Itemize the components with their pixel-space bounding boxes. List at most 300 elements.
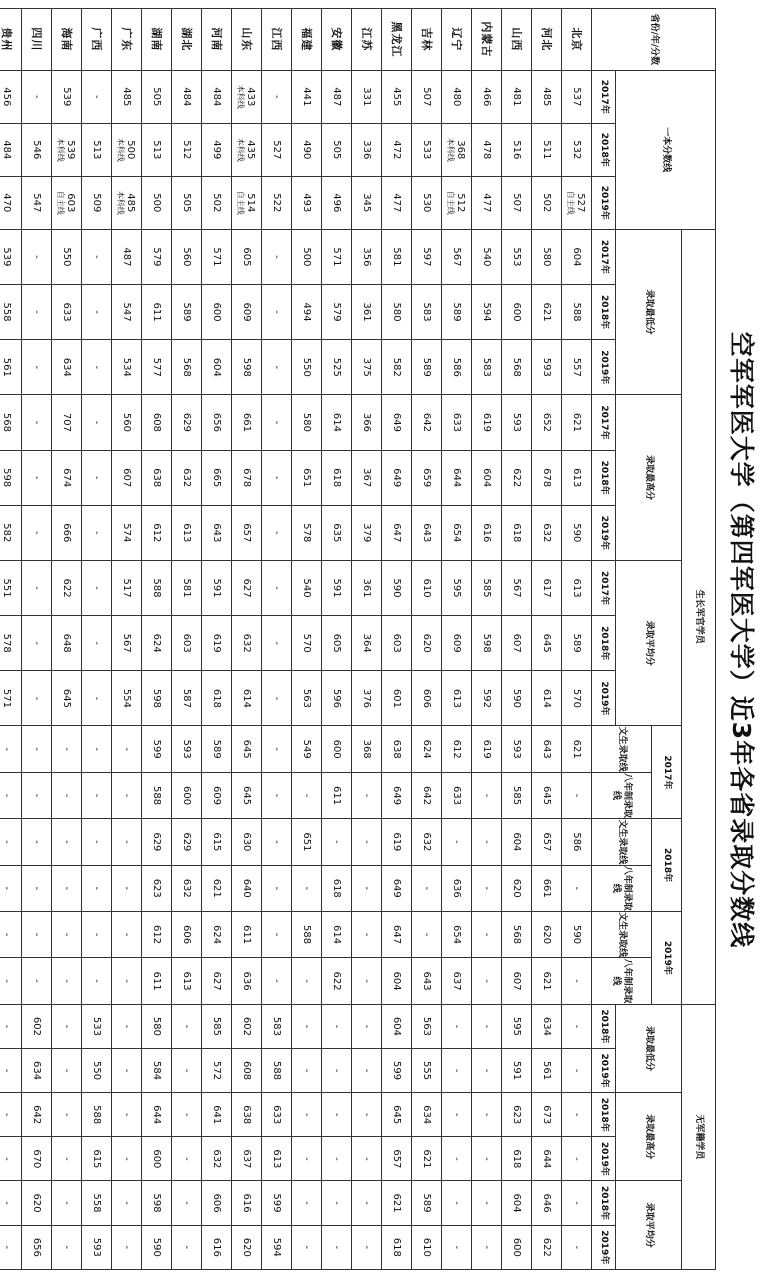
score-cell: - xyxy=(262,958,292,1005)
score-cell: 598 xyxy=(0,450,22,505)
score-cell: - xyxy=(82,560,112,615)
score-cell: 644 xyxy=(142,1093,172,1137)
score-cell: - xyxy=(292,958,322,1005)
province-name: 河南 xyxy=(202,9,232,71)
province-name: 江苏 xyxy=(352,9,382,71)
zuigao-header: 录取最高分 xyxy=(616,395,682,561)
score-cell: 550 xyxy=(292,340,322,395)
score-cell: - xyxy=(22,560,52,615)
score-cell: 539 xyxy=(52,70,82,123)
score-cell: - xyxy=(262,395,292,450)
score-cell: - xyxy=(0,1093,22,1137)
table-row xyxy=(502,9,532,1270)
score-cell: - xyxy=(262,70,292,123)
score-cell: - xyxy=(52,911,82,957)
score-cell: 617 xyxy=(532,560,562,615)
score-cell: 513 xyxy=(82,123,112,176)
score-cell: 490 xyxy=(292,123,322,176)
score-cell: - xyxy=(82,229,112,284)
score-cell: 620 xyxy=(532,911,562,957)
score-cell: 376 xyxy=(352,671,382,726)
score-cell: 470 xyxy=(0,176,22,229)
score-cell: 643 xyxy=(202,505,232,560)
score-cell: 589 xyxy=(172,284,202,339)
score-cell: 593 xyxy=(172,726,202,772)
score-cell: 571 xyxy=(0,671,22,726)
score-note: 本科线 xyxy=(236,84,246,109)
score-cell: 537 xyxy=(562,70,592,123)
table-row xyxy=(382,9,412,1270)
score-cell: 455 xyxy=(382,70,412,123)
score-cell: 629 xyxy=(142,819,172,865)
score-cell: - xyxy=(82,616,112,671)
score-cell: - xyxy=(322,1225,352,1269)
score-cell: 618 xyxy=(202,671,232,726)
province-name: 山东 xyxy=(232,9,262,71)
score-cell: - xyxy=(22,616,52,671)
score-cell: 656 xyxy=(22,1225,52,1269)
score-cell: 345 xyxy=(352,176,382,229)
score-cell: - xyxy=(562,1048,592,1092)
score-cell: 643 xyxy=(412,505,442,560)
score-cell: - xyxy=(262,284,292,339)
score-cell: 620 xyxy=(502,865,532,911)
table-row xyxy=(172,9,202,1270)
score-cell: 590 xyxy=(382,560,412,615)
score-cell: 571 xyxy=(202,229,232,284)
score-cell: 481 xyxy=(502,70,532,123)
score-cell: 595 xyxy=(502,1004,532,1048)
wujun-zuidi-header: 录取最低分 xyxy=(616,1004,682,1092)
province-name: 吉林 xyxy=(412,9,442,71)
score-cell: 629 xyxy=(172,819,202,865)
score-cell: 670 xyxy=(22,1137,52,1181)
year-header: 2018年 xyxy=(592,616,616,671)
score-cell: 614 xyxy=(322,911,352,957)
score-cell: 583 xyxy=(262,1004,292,1048)
score-cell: 641 xyxy=(202,1093,232,1137)
score-cell: 657 xyxy=(532,819,562,865)
score-cell: 568 xyxy=(172,340,202,395)
pingjun-header: 录取平均分 xyxy=(616,560,682,726)
table-row xyxy=(472,9,502,1270)
score-cell: 555 xyxy=(412,1048,442,1092)
score-cell: - xyxy=(562,772,592,818)
score-cell: 534 xyxy=(112,340,142,395)
score-cell: - xyxy=(262,340,292,395)
score-cell: 642 xyxy=(22,1093,52,1137)
score-cell: 632 xyxy=(202,1137,232,1181)
year-header: 2019年 xyxy=(592,340,616,395)
score-cell: 589 xyxy=(562,616,592,671)
score-cell: 589 xyxy=(412,1181,442,1225)
score-cell: 666 xyxy=(52,505,82,560)
score-cell: 591 xyxy=(202,560,232,615)
score-cell: 642 xyxy=(412,772,442,818)
score-cell: 588 xyxy=(142,560,172,615)
score-cell: - xyxy=(262,865,292,911)
year-header: 2018年 xyxy=(592,123,616,176)
score-cell: 500 xyxy=(292,229,322,284)
score-cell: 707 xyxy=(52,395,82,450)
score-cell: 356 xyxy=(352,229,382,284)
header-row-4 xyxy=(592,9,616,1270)
score-cell: 621 xyxy=(532,958,562,1005)
score-cell: 511 xyxy=(532,123,562,176)
score-cell: 635 xyxy=(322,505,352,560)
score-cell: 619 xyxy=(472,726,502,772)
score-cell: - xyxy=(22,229,52,284)
score-cell: 375 xyxy=(352,340,382,395)
score-cell: 632 xyxy=(532,505,562,560)
score-cell: 649 xyxy=(382,865,412,911)
score-cell: 638 xyxy=(382,726,412,772)
year-header: 2017年 xyxy=(592,560,616,615)
table-row xyxy=(142,9,172,1270)
score-cell: - xyxy=(0,726,22,772)
score-cell: 611 xyxy=(142,284,172,339)
score-cell: - xyxy=(472,1048,502,1092)
score-cell: 485 本科线 xyxy=(112,176,142,229)
score-cell: 634 xyxy=(52,340,82,395)
score-cell: 590 xyxy=(502,671,532,726)
score-cell: 540 xyxy=(292,560,322,615)
score-cell: 582 xyxy=(382,340,412,395)
score-cell: 533 xyxy=(412,123,442,176)
score-cell: 456 xyxy=(0,70,22,123)
score-cell: 507 xyxy=(412,70,442,123)
year-header: 2019年 xyxy=(592,1048,616,1092)
score-cell: - xyxy=(52,1093,82,1137)
score-cell: 547 xyxy=(112,284,142,339)
score-cell: - xyxy=(352,1093,382,1137)
year-header: 2018年 xyxy=(592,1181,616,1225)
score-cell: 580 xyxy=(292,395,322,450)
score-cell: 611 xyxy=(322,772,352,818)
score-cell: 512 自主线 xyxy=(442,176,472,229)
score-cell: 654 xyxy=(442,505,472,560)
score-cell: 603 xyxy=(382,616,412,671)
score-cell: 512 xyxy=(172,123,202,176)
year-header: 2019年 xyxy=(592,1137,616,1181)
score-cell: - xyxy=(442,1004,472,1048)
score-cell: - xyxy=(262,726,292,772)
score-cell: 656 xyxy=(202,395,232,450)
score-cell: 607 xyxy=(112,450,142,505)
score-cell: 609 xyxy=(232,284,262,339)
score-cell: - xyxy=(82,772,112,818)
score-cell: 563 xyxy=(412,1004,442,1048)
score-cell: 368 本科线 xyxy=(442,123,472,176)
score-cell: 645 xyxy=(382,1093,412,1137)
score-cell: 500 xyxy=(142,176,172,229)
score-cell: 494 xyxy=(292,284,322,339)
score-cell: - xyxy=(22,726,52,772)
score-cell: 527 自主线 xyxy=(562,176,592,229)
score-cell: 578 xyxy=(292,505,322,560)
score-cell: 622 xyxy=(52,560,82,615)
wenli-2018-header: 文生录取线 xyxy=(592,819,652,865)
score-cell: - xyxy=(472,1181,502,1225)
score-cell: - xyxy=(22,911,52,957)
score-cell: 604 xyxy=(502,819,532,865)
score-cell: 589 xyxy=(412,340,442,395)
score-cell: 623 xyxy=(142,865,172,911)
score-cell: 640 xyxy=(232,865,262,911)
score-cell: - xyxy=(322,1181,352,1225)
score-cell: 540 xyxy=(472,229,502,284)
score-cell: - xyxy=(262,505,292,560)
score-cell: 583 xyxy=(472,340,502,395)
score-cell: 604 xyxy=(382,1004,412,1048)
table-row xyxy=(232,9,262,1270)
score-cell: - xyxy=(52,865,82,911)
score-cell: - xyxy=(22,958,52,1005)
score-cell: 632 xyxy=(172,865,202,911)
score-note: 本科线 xyxy=(116,190,126,215)
province-name: 湖南 xyxy=(142,9,172,71)
score-cell: - xyxy=(172,1093,202,1137)
score-cell: 614 xyxy=(532,671,562,726)
score-cell: 505 xyxy=(322,123,352,176)
banian-2017-header: 八年制录取线 xyxy=(592,772,652,818)
score-cell: 613 xyxy=(172,958,202,1005)
score-cell: 466 xyxy=(472,70,502,123)
score-cell: - xyxy=(352,958,382,1005)
score-cell: 624 xyxy=(142,616,172,671)
score-cell: 585 xyxy=(502,772,532,818)
score-cell: 657 xyxy=(382,1137,412,1181)
score-cell: 578 xyxy=(0,616,22,671)
score-cell: - xyxy=(112,865,142,911)
score-cell: - xyxy=(472,1137,502,1181)
score-cell: 547 xyxy=(22,176,52,229)
score-cell: 530 xyxy=(412,176,442,229)
score-cell: - xyxy=(472,1093,502,1137)
score-cell: 546 xyxy=(22,123,52,176)
score-cell: 331 xyxy=(352,70,382,123)
score-cell: 590 xyxy=(142,1225,172,1269)
province-name: 山西 xyxy=(502,9,532,71)
score-cell: 599 xyxy=(382,1048,412,1092)
score-cell: 632 xyxy=(172,450,202,505)
score-cell: 613 xyxy=(262,1137,292,1181)
score-cell: - xyxy=(0,1004,22,1048)
score-cell: 634 xyxy=(22,1048,52,1092)
score-cell: 568 xyxy=(502,340,532,395)
score-cell: - xyxy=(0,911,22,957)
header-row-1 xyxy=(682,9,716,1270)
province-name: 广西 xyxy=(82,9,112,71)
score-cell: 620 xyxy=(412,616,442,671)
score-cell: 651 xyxy=(292,819,322,865)
score-cell: - xyxy=(352,819,382,865)
score-cell: 609 xyxy=(202,772,232,818)
score-cell: 525 xyxy=(322,340,352,395)
score-cell: 600 xyxy=(202,284,232,339)
score-cell: 645 xyxy=(532,772,562,818)
table-row xyxy=(262,9,292,1270)
score-cell: - xyxy=(562,1093,592,1137)
score-cell: 539 本科线 xyxy=(52,123,82,176)
score-cell: 623 xyxy=(502,1093,532,1137)
score-cell: - xyxy=(262,616,292,671)
score-cell: - xyxy=(112,958,142,1005)
score-cell: 583 xyxy=(412,284,442,339)
year-header: 2019年 xyxy=(592,1225,616,1269)
score-cell: 633 xyxy=(442,772,472,818)
score-cell: - xyxy=(472,958,502,1005)
score-cell: - xyxy=(82,911,112,957)
score-cell: 604 xyxy=(562,229,592,284)
table-row xyxy=(442,9,472,1270)
score-cell: - xyxy=(262,229,292,284)
score-cell: 622 xyxy=(502,450,532,505)
score-cell: 433 本科线 xyxy=(232,70,262,123)
score-cell: 588 xyxy=(82,1093,112,1137)
score-cell: - xyxy=(82,671,112,726)
score-cell: - xyxy=(292,1137,322,1181)
score-cell: 594 xyxy=(262,1225,292,1269)
score-cell: 585 xyxy=(472,560,502,615)
score-cell: 577 xyxy=(142,340,172,395)
score-cell: 603 自主线 xyxy=(52,176,82,229)
score-cell: - xyxy=(52,819,82,865)
score-cell: - xyxy=(52,958,82,1005)
score-cell: 588 xyxy=(262,1048,292,1092)
score-cell: 502 xyxy=(202,176,232,229)
score-cell: - xyxy=(262,560,292,615)
province-name: 江西 xyxy=(262,9,292,71)
province-name: 黑龙江 xyxy=(382,9,412,71)
score-cell: - xyxy=(112,1093,142,1137)
score-cell: 361 xyxy=(352,284,382,339)
sub-2019-header: 2019年 xyxy=(652,911,682,1004)
score-cell: 598 xyxy=(142,1181,172,1225)
score-cell: 567 xyxy=(502,560,532,615)
year-header: 2018年 xyxy=(592,284,616,339)
score-cell: 615 xyxy=(202,819,232,865)
score-cell: - xyxy=(112,1048,142,1092)
score-cell: 586 xyxy=(562,819,592,865)
sub-2017-header: 2017年 xyxy=(652,726,682,819)
score-cell: 609 xyxy=(442,616,472,671)
score-cell: 643 xyxy=(532,726,562,772)
score-cell: 509 xyxy=(82,176,112,229)
score-cell: - xyxy=(172,1048,202,1092)
score-cell: 595 xyxy=(442,560,472,615)
score-cell: 608 xyxy=(232,1048,262,1092)
score-cell: 581 xyxy=(172,560,202,615)
score-cell: 582 xyxy=(0,505,22,560)
score-cell: 613 xyxy=(562,450,592,505)
score-cell: - xyxy=(562,1004,592,1048)
score-cell: 649 xyxy=(382,395,412,450)
score-cell: - xyxy=(292,1181,322,1225)
score-cell: - xyxy=(0,1137,22,1181)
score-cell: 367 xyxy=(352,450,382,505)
score-cell: 513 xyxy=(142,123,172,176)
score-cell: 607 xyxy=(502,616,532,671)
province-name: 贵州 xyxy=(0,9,22,71)
score-cell: 550 xyxy=(52,229,82,284)
score-cell: 622 xyxy=(532,1225,562,1269)
score-cell: 646 xyxy=(532,1181,562,1225)
score-cell: - xyxy=(52,1137,82,1181)
province-name: 安徽 xyxy=(322,9,352,71)
score-cell: 624 xyxy=(412,726,442,772)
score-cell: 612 xyxy=(442,726,472,772)
score-cell: 637 xyxy=(442,958,472,1005)
shengzhang-header: 生长军官学员 xyxy=(682,229,716,1004)
score-cell: 638 xyxy=(142,450,172,505)
score-cell: 612 xyxy=(142,505,172,560)
score-cell: 621 xyxy=(532,284,562,339)
score-cell: 624 xyxy=(202,911,232,957)
score-cell: - xyxy=(292,772,322,818)
score-cell: - xyxy=(82,726,112,772)
score-cell: 590 xyxy=(562,911,592,957)
banian-2019-header: 八年制录取线 xyxy=(592,958,652,1005)
province-name: 辽宁 xyxy=(442,9,472,71)
score-cell: - xyxy=(292,1004,322,1048)
score-cell: - xyxy=(172,1181,202,1225)
score-cell: 581 xyxy=(382,229,412,284)
score-cell: - xyxy=(352,772,382,818)
score-cell: - xyxy=(262,911,292,957)
score-cell: - xyxy=(292,1225,322,1269)
score-cell: 477 xyxy=(382,176,412,229)
score-cell: 648 xyxy=(52,616,82,671)
score-cell: 570 xyxy=(292,616,322,671)
score-cell: 645 xyxy=(532,616,562,671)
score-cell: 593 xyxy=(532,340,562,395)
score-cell: - xyxy=(442,1048,472,1092)
score-note: 自主线 xyxy=(236,190,246,215)
table-row xyxy=(82,9,112,1270)
score-cell: 589 xyxy=(442,284,472,339)
score-cell: - xyxy=(352,1181,382,1225)
year-header: 2017年 xyxy=(592,395,616,450)
table-row xyxy=(292,9,322,1270)
score-cell: 673 xyxy=(532,1093,562,1137)
score-cell: - xyxy=(82,505,112,560)
score-cell: 616 xyxy=(232,1181,262,1225)
score-cell: - xyxy=(322,1093,352,1137)
score-cell: - xyxy=(22,70,52,123)
score-cell: 493 xyxy=(292,176,322,229)
score-cell: 614 xyxy=(232,671,262,726)
score-cell: - xyxy=(0,1048,22,1092)
score-table xyxy=(0,8,716,1270)
score-cell: - xyxy=(112,1225,142,1269)
wenli-2019-header: 文生录取线 xyxy=(592,911,652,957)
score-cell: - xyxy=(322,819,352,865)
score-cell: - xyxy=(442,1093,472,1137)
score-cell: 580 xyxy=(532,229,562,284)
score-cell: - xyxy=(412,911,442,957)
score-cell: - xyxy=(292,1048,322,1092)
score-cell: 627 xyxy=(202,958,232,1005)
score-cell: - xyxy=(22,819,52,865)
score-cell: 605 xyxy=(232,229,262,284)
score-cell: 621 xyxy=(562,726,592,772)
score-cell: 591 xyxy=(322,560,352,615)
score-cell: 549 xyxy=(292,726,322,772)
score-cell: - xyxy=(52,726,82,772)
score-cell: 621 xyxy=(202,865,232,911)
score-cell: 554 xyxy=(112,671,142,726)
